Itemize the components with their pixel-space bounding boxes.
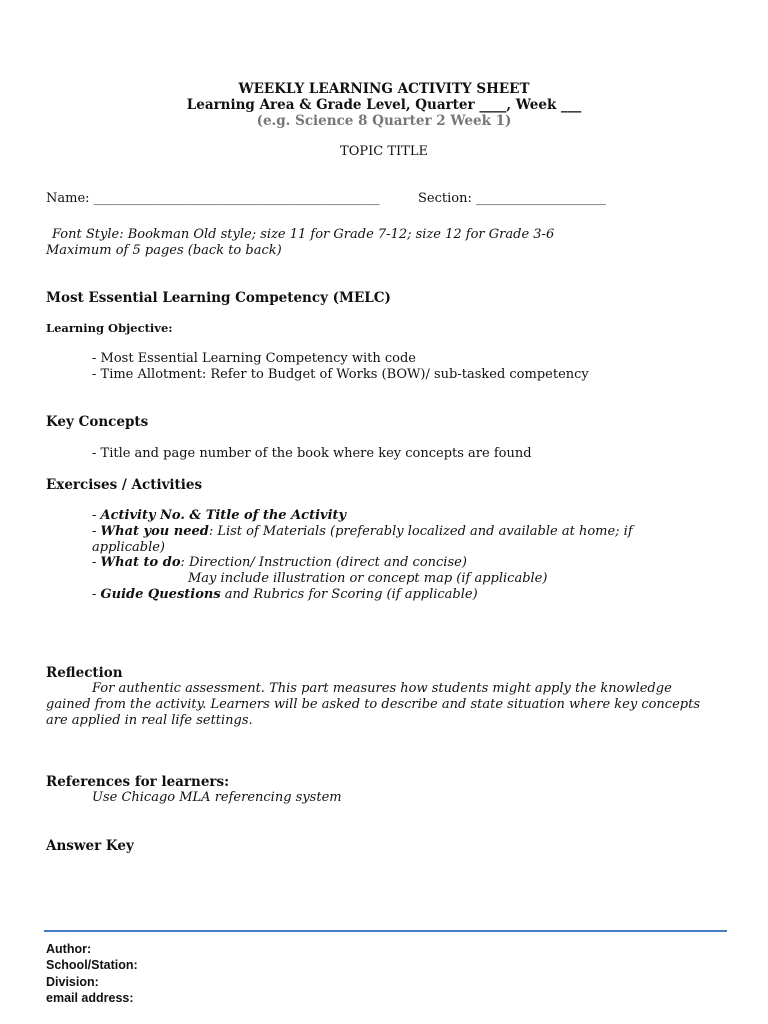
font-style-note: Font Style: Bookman Old style; size 11 for Grade 7-12; size 12 for Grade 3-6 <box>52 227 555 242</box>
author-label: Author: <box>46 942 92 956</box>
reflection-text: gained from the activity. Learners will be asked to describe and state situation where key concepts <box>46 697 700 712</box>
sheet-title: WEEKLY LEARNING ACTIVITY SHEET <box>238 81 530 97</box>
what-you-need-line <box>92 524 633 539</box>
guide-questions-label: Guide Questions <box>100 587 221 602</box>
what-you-need-text-cont: applicable) <box>92 540 165 555</box>
reflection-text: For authentic assessment. This part measures how students might apply the knowledge <box>92 681 672 696</box>
name-label: Name: <box>46 191 90 206</box>
reflection-text: are applied in real life settings. <box>46 713 253 728</box>
what-to-do-text: : Direction/ Instruction (direct and concise) <box>180 555 467 570</box>
melc-item: - Most Essential Learning Competency with code <box>92 351 416 366</box>
division-label: Division: <box>46 975 99 989</box>
guide-questions-line <box>92 587 478 602</box>
guide-questions-text: and Rubrics for Scoring (if applicable) <box>220 587 478 602</box>
melc-item: - Time Allotment: Refer to Budget of Works (BOW)/ sub-tasked competency <box>92 367 589 382</box>
email-label: email address: <box>46 991 134 1005</box>
what-you-need-label: What you need <box>100 524 209 539</box>
melc-heading: Most Essential Learning Competency (MELC) <box>46 290 391 306</box>
topic-title: TOPIC TITLE <box>340 144 428 159</box>
what-to-do-text-cont: May include illustration or concept map (if applicable) <box>188 571 548 586</box>
what-to-do-label: What to do <box>100 555 181 570</box>
school-label: School/Station: <box>46 958 138 972</box>
todo-prefix: - <box>92 555 101 570</box>
sheet-subtitle: Learning Area & Grade Level, Quarter ____, Week ___ <box>186 97 582 113</box>
what-to-do-line <box>92 555 467 570</box>
footer-divider <box>44 930 727 932</box>
max-pages-note: Maximum of 5 pages (back to back) <box>46 243 282 258</box>
key-concepts-item: - Title and page number of the book where key concepts are found <box>92 446 532 461</box>
activity-line <box>92 508 346 523</box>
activity-prefix: - <box>92 508 101 523</box>
reflection-heading: Reflection <box>46 665 123 681</box>
sheet-example: (e.g. Science 8 Quarter 2 Week 1) <box>256 113 512 129</box>
references-text: Use Chicago MLA referencing system <box>92 790 342 805</box>
objective-label: Learning Objective: <box>46 321 173 335</box>
answer-key-heading: Answer Key <box>46 838 134 854</box>
name-blank[interactable]: ____________________________________________ <box>93 191 380 206</box>
section-line <box>418 191 606 206</box>
exercises-heading: Exercises / Activities <box>46 477 203 493</box>
section-blank[interactable]: ____________________ <box>475 191 606 206</box>
activity-title: Activity No. & Title of the Activity <box>100 508 347 523</box>
guide-prefix: - <box>92 587 101 602</box>
what-you-need-text: : List of Materials (preferably localized and available at home; if <box>208 524 633 539</box>
section-label: Section: <box>418 191 472 206</box>
need-prefix: - <box>92 524 101 539</box>
references-heading: References for learners: <box>46 774 230 790</box>
name-line <box>46 191 380 206</box>
key-concepts-heading: Key Concepts <box>46 414 149 430</box>
